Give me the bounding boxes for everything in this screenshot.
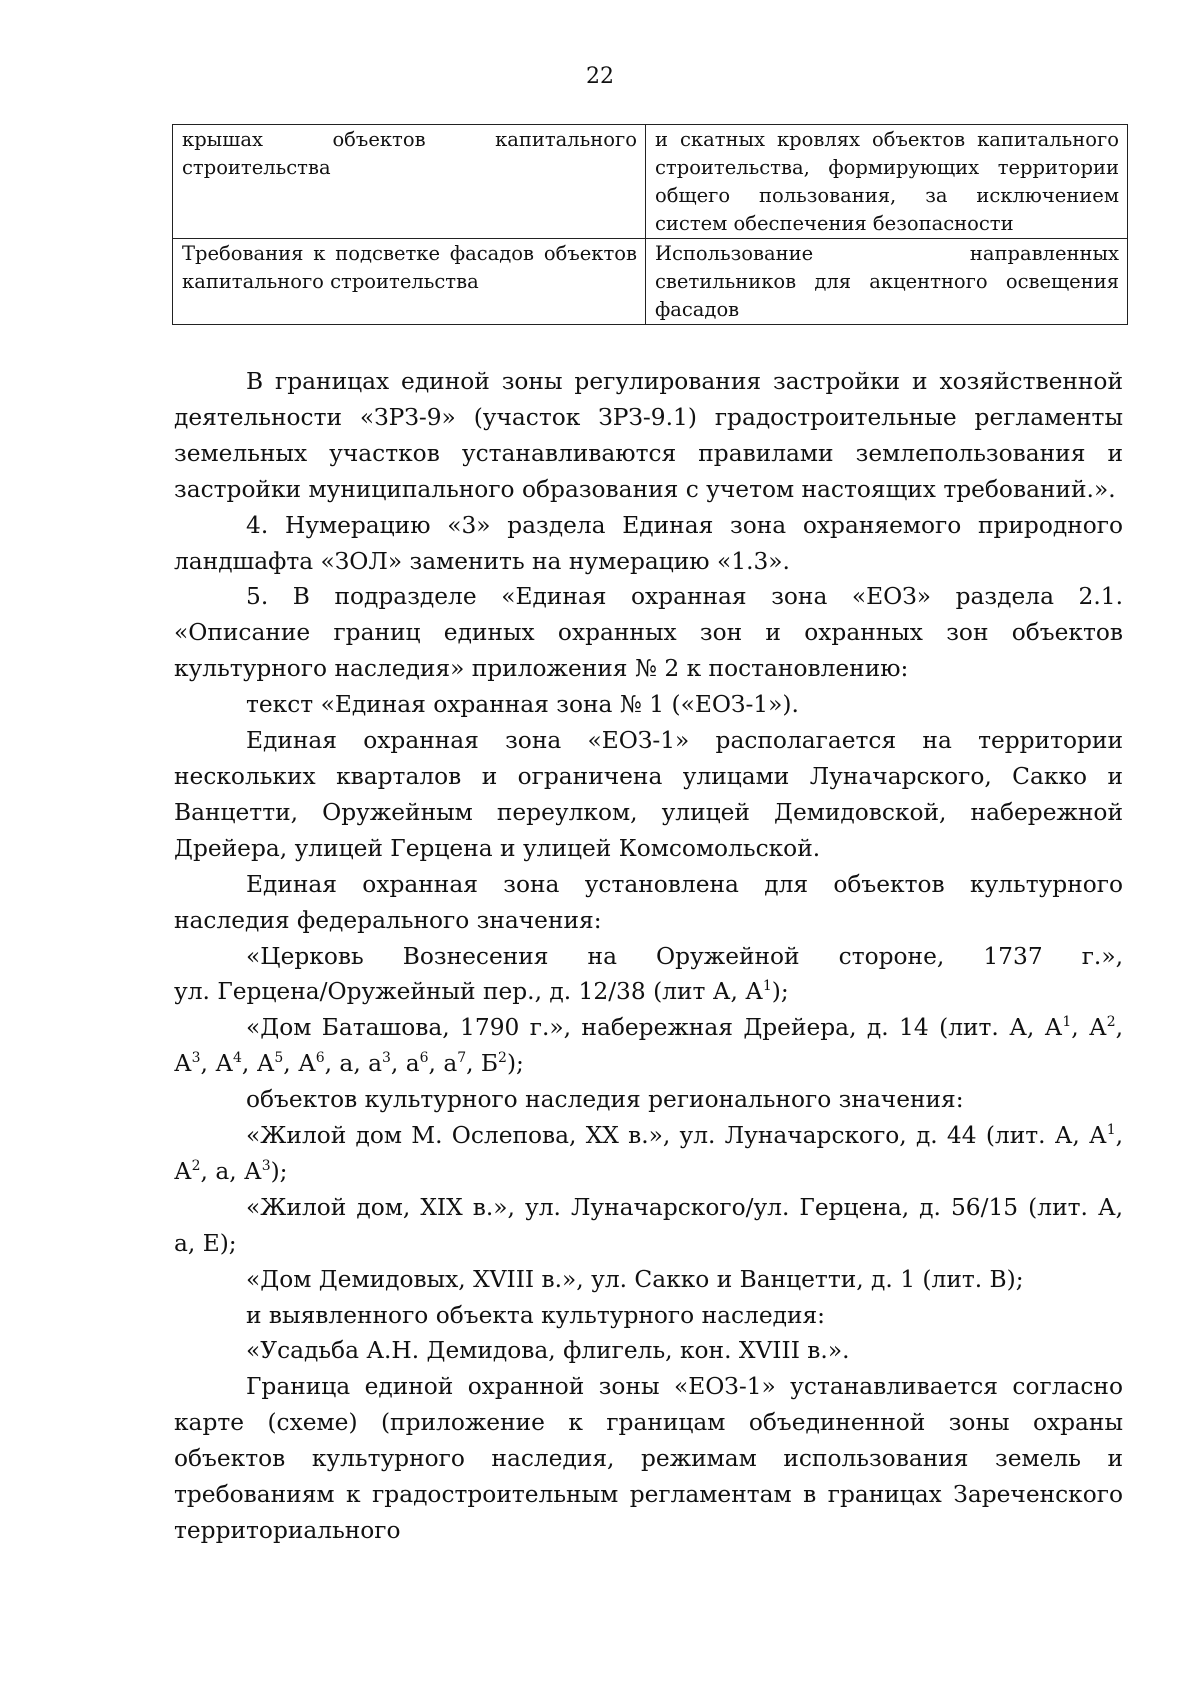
paragraph: объектов культурного наследия регионального значения: [246,1086,964,1114]
text-run: «Жилой дом М. Ослепова, XX в.», ул. Луначарского, д. 44 (лит. А, А [246,1122,1107,1150]
paragraph [174,1118,1123,1190]
requirements-table [172,124,1128,325]
cell-line: строительства [182,156,331,179]
text-run: , А [241,1050,275,1078]
text-run: ); [771,978,789,1006]
text-run: , а [390,1050,420,1078]
text-run: , А [283,1050,316,1078]
paragraph: «Дом Демидовых, XVIII в.», ул. Сакко и Ванцетти, д. 1 (лит. В); [246,1265,1024,1293]
table-row [173,239,1128,325]
superscript: 3 [261,1158,271,1175]
superscript: 3 [191,1050,201,1067]
superscript: 6 [419,1050,429,1067]
cell-line: строительства, формирующих территории [655,156,1119,179]
superscript: 7 [457,1050,467,1067]
superscript: 2 [1106,1014,1116,1031]
superscript: 6 [315,1050,325,1067]
paragraph: Единая охранная зона установлена для объектов культурного наследия федерального значения: [174,870,1123,934]
paragraph: текст «Единая охранная зона № 1 («ЕОЗ-1»). [246,691,799,719]
table-cell-requirement [173,239,646,325]
superscript: 1 [1062,1014,1072,1031]
superscript: 5 [274,1050,284,1067]
cell-line: систем обеспечения безопасности [655,212,1014,235]
text-run: , А [200,1050,234,1078]
cell-line: крышах объектов капитального [182,128,637,151]
paragraph-line: «Церковь Вознесения на Оружейной стороне, 1737 г.», [246,942,1123,970]
superscript: 3 [382,1050,391,1067]
table-cell-requirement [173,125,646,239]
paragraph: и выявленного объекта культурного наследия: [246,1301,826,1329]
paragraph [174,1010,1123,1082]
paragraph: 4. Нумерацию «3» раздела Единая зона охраняемого природного ландшафта «ЗОЛ» заменить на нумерацию «1.3». [174,511,1123,575]
cell-line: и скатных кровлях объектов капитального [655,128,1119,151]
superscript: 1 [762,978,772,995]
text-run: ); [270,1157,288,1185]
superscript: 1 [1106,1122,1116,1139]
text-run: ул. Герцена/Оружейный пер., д. 12/38 (лит А, А [174,978,763,1006]
cell-line: капитального строительства [182,270,479,293]
text-run: , А [174,1122,1123,1185]
text-run: ); [506,1050,524,1078]
table-row [173,125,1128,239]
paragraph: «Усадьба А.Н. Демидова, флигель, кон. XVIII в.». [246,1337,850,1365]
paragraph: «Жилой дом, XIX в.», ул. Луначарского/ул. Герцена, д. 56/15 (лит. А, а, Е); [174,1193,1123,1257]
paragraph: Граница единой охранной зоны «ЕОЗ-1» устанавливается согласно карте (схеме) (приложение к границам объединенной зоны охраны объектов культурного наследия, режимам использования земель и требованиям к градостроительным регламентам в границах Зареченского территориального [174,1373,1123,1544]
paragraph: 5. В подразделе «Единая охранная зона «ЕОЗ» раздела 2.1. «Описание границ единых охранных зон и охранных зон объектов культурного наследия» приложения № 2 к постановлению: [174,583,1123,683]
superscript: 4 [233,1050,242,1067]
table-cell-value [646,125,1128,239]
paragraph-line [174,974,1123,1010]
text-run: , а, а [324,1050,383,1078]
text-run: , а [428,1050,458,1078]
table-cell-value [646,239,1128,325]
page-number: 22 [586,64,614,89]
superscript: 2 [498,1050,507,1067]
paragraph: Единая охранная зона «ЕОЗ-1» располагается на территории нескольких кварталов и ограничена улицами Луначарского, Сакко и Ванцетти, Оружейным переулком, улицей Демидовской, набережной Дрейера, улицей Герцена и улицей Комсомольской. [174,727,1123,862]
superscript: 2 [191,1158,201,1175]
text-run: , А [174,1014,1123,1078]
cell-line: общего пользования, за исключением [655,184,1119,207]
cell-line: светильников для акцентного освещения [655,270,1119,293]
text-run: , а, А [200,1157,262,1185]
text-run: «Дом Баташова, 1790 г.», набережная Дрейера, д. 14 (лит. А, А [246,1014,1063,1042]
cell-line: Требования к подсветке фасадов объектов [182,242,637,265]
body-text [174,364,1123,1549]
cell-line: Использование направленных [655,242,1119,265]
cell-line: фасадов [655,298,740,321]
text-run: , Б [466,1050,499,1078]
text-run: , А [1071,1014,1107,1042]
paragraph: В границах единой зоны регулирования застройки и хозяйственной деятельности «ЗРЗ-9» (участок ЗРЗ-9.1) градостроительные регламенты земельных участков устанавливаются правилами землепользования и застройки муниципального образования с учетом настоящих требований.». [174,368,1123,503]
